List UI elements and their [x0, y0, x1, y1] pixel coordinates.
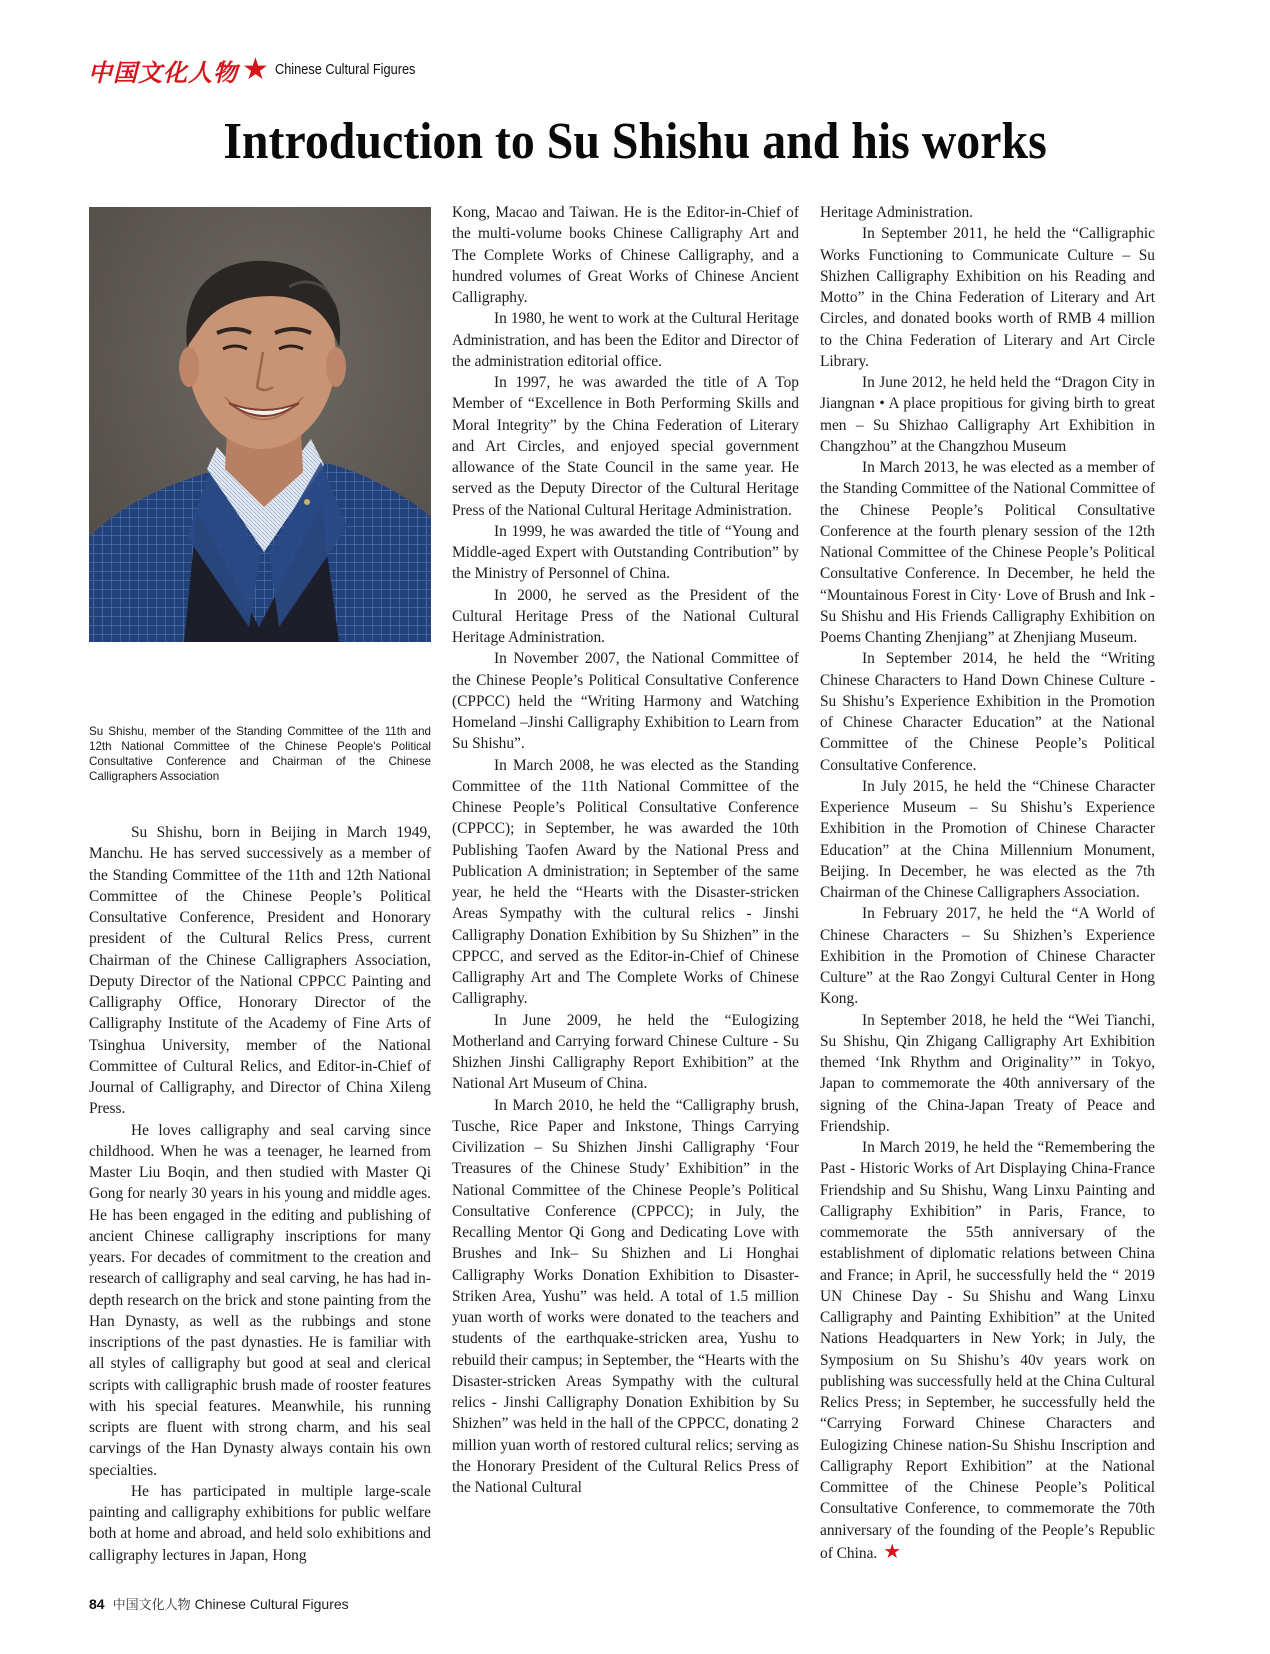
paragraph: He loves calligraphy and seal carving since childhood. When he was a teenager, he learned from Master Liu Boqin, and then studied with Master Qi Gong for nearly 30 years in his young and middle ages. He has been engaged in the editing and publishing of ancient Chinese calligraphy inscriptions for many years. For decades of commitment to the creation and research of calligraphy and seal carving, he has had in-depth research on the brick and stone painting from the Han Dynasty, as well as the rubbings and stone inscriptions of the past dynasties. He is familiar with all styles of calligraphy but good at seal and clerical scripts with calligraphic brush made of rooster features with his special features. Meanwhile, his running scripts are fluent with strong charm, and his seal carvings of the Han Dynasty always contain his own specialties. — [89, 1121, 431, 1479]
paragraph-final — [820, 1137, 1155, 1564]
paragraph: In November 2007, the National Committee of the Chinese People’s Political Consultative Conference (CPPCC) held the “Writing Harmony and Watching Homeland –Jinshi Calligraphy Exhibition to Learn from Su Shishu”. — [452, 650, 799, 753]
article-column-1 — [89, 822, 431, 1566]
article-column-3 — [820, 202, 1155, 1564]
series-name-english: Chinese Cultural Figures — [274, 62, 416, 78]
paragraph-continued: Kong, Macao and Taiwan. He is the Editor-in-Chief of the multi-volume books Chinese Calligraphy Art and The Complete Works of Chinese Calligraphy, and a hundred volumes of Great Works of Chinese Ancient Calligraphy. — [452, 204, 799, 306]
paragraph: In September 2018, he held the “Wei Tianchi, Su Shishu, Qin Zhigang Calligraphy Art Exhibition themed ‘Ink Rhythm and Originality’” in Tokyo, Japan to commemorate the 40th anniversary of the signing of the China-Japan Treaty of Peace and Friendship. — [820, 1011, 1155, 1135]
paragraph-continued: Heritage Administration. — [820, 204, 974, 221]
portrait-illustration — [89, 207, 431, 642]
paragraph: In March 2013, he was elected as a member of the Standing Committee of the National Committee of the Chinese People’s Political Consultative Conference at the fourth plenary session of the 12th National Committee of the Chinese People’s Political Consultative Conference. In December, he held the “Mountainous Forest in City· Love of Brush and Ink - Su Shishu and His Friends Calligraphy Exhibition on Poems Chanting Zhenjiang” at Zhenjiang Museum. — [820, 459, 1155, 646]
running-header — [88, 54, 434, 86]
paragraph: In June 2009, he held the “Eulogizing Motherland and Carrying forward Chinese Culture - Su Shizhen Jinshi Calligraphy Report Exhibition” at the National Art Museum of China. — [452, 1011, 799, 1093]
footer-series-english: Chinese Cultural Figures — [194, 1596, 349, 1612]
paragraph: In 1997, he was awarded the title of A Top Member of “Excellence in Both Performing Skills and Moral Integrity” by the China Federation of Literary and Art Circles, and enjoyed special government allowance of the State Council in the same year. He served as the Deputy Director of the Cultural Heritage Press of the National Cultural Heritage Administration. — [452, 374, 799, 519]
page-footer — [89, 1594, 349, 1613]
paragraph: In July 2015, he held the “Chinese Character Experience Museum – Su Shishu’s Experience Exhibition in the Promotion of Chinese Character Education” at the China Millennium Monument, Beijing. In December, he was elected as the 7th Chairman of the Chinese Calligraphers Association. — [820, 777, 1155, 901]
paragraph: In June 2012, he held held the “Dragon City in Jiangnan • A place propitious for giving birth to great men – Su Shizhao Calligraphy Art Exhibition in Changzhou” at the Changzhou Museum — [820, 374, 1155, 455]
series-name-chinese: 中国文化人物 — [88, 57, 238, 87]
page-number: 84 — [89, 1596, 105, 1612]
paragraph: In September 2014, he held the “Writing Chinese Characters to Hand Down Chinese Culture - Su Shishu’s Experience Exhibition in the Promotion of Chinese Character Education” at the National Committee of the Chinese People’s Political Consultative Conference. — [820, 650, 1155, 774]
paragraph: In 1980, he went to work at the Cultural Heritage Administration, and has been the Editor and Director of the administration editorial office. — [452, 310, 799, 370]
red-star-icon: ★ — [242, 52, 269, 87]
photo-caption: Su Shishu, member of the Standing Committee of the 11th and 12th National Committee of the Chinese People's Political Consultative Conference and Chairman of the Chinese Calligraphers Association — [89, 725, 431, 783]
paragraph: In 1999, he was awarded the title of “Young and Middle-aged Expert with Outstanding Contribution” by the Ministry of Personnel of China. — [452, 522, 799, 583]
paragraph: In September 2011, he held the “Calligraphic Works Functioning to Communicate Culture – Su Shizhen Calligraphy Exhibition on his Reading and Motto” in the China Federation of Literary and Art Circles, and donated books worth of RMB 4 million to the China Federation of Literary and Art Circle Library. — [820, 225, 1155, 370]
paragraph: Su Shishu, born in Beijing in March 1949, Manchu. He has served successively as a member of the Standing Committee of the 11th and 12th National Committee of the Chinese People’s Political Consultative Conference, President and Honorary president of the Cultural Relics Press, current Chairman of the Chinese Calligraphers Association, Deputy Director of the National CPPCC Painting and Calligraphy Office, Honorary Director of the Calligraphy Institute of the Academy of Fine Arts of Tsinghua University, member of the National Committee of Cultural Relics, and Editor-in-Chief of Journal of Calligraphy, and Director of China Xileng Press. — [89, 824, 431, 1118]
paragraph-final-text: In March 2019, he held the “Remembering the Past - Historic Works of Art Displaying China-France Friendship and Su Shishu, Wang Linxu Painting and Calligraphy Exhibition” in Paris, France, to commemorate the 55th anniversary of the establishment of diplomatic relations between China and France; in April, he successfully held the “ 2019 UN Chinese Day - Su Shishu and Wang Linxu Calligraphy and Painting Exhibition” at the United Nations Headquarters in New York; in July, the Symposium on Su Shishu’s 40v years work on publishing was successfully held at the China Cultural Relics Press; in September, he successfully held the “Carrying Forward Chinese Characters and Eulogizing Chinese nation-Su Shishu Inscription and Calligraphy Report Exhibition” at the National Committee of the Chinese People’s Political Consultative Conference, to commemorate the 70th anniversary of the founding of the People’s Republic of China. — [820, 1139, 1155, 1562]
portrait-photo — [89, 207, 431, 642]
paragraph: In February 2017, he held the “A World of Chinese Characters – Su Shizhen’s Experience Exhibition in the Promotion of Chinese Character Culture” at the Rao Zongyi Cultural Center in Hong Kong. — [820, 905, 1155, 1008]
footer-series-chinese: 中国文化人物 — [112, 1598, 191, 1613]
article-title: Introduction to Su Shishu and his works — [223, 113, 1047, 170]
article-column-2 — [452, 202, 799, 1498]
end-mark-star-icon: ★ — [883, 1538, 902, 1563]
paragraph: In March 2008, he was elected as the Standing Committee of the 11th National Committee of the Chinese People’s Political Consultative Conference (CPPCC); in September, he was awarded the 10th Publishing Taofen Award by the National Press and Publication A dministration; in September of the same year, he held the “Hearts with the Disaster-stricken Areas Sympathy with the cultural relics - Jinshi Calligraphy Donation Exhibition by Su Shizhen” in the CPPCC, and served as the Editor-in-Chief of Chinese Calligraphy Art and The Complete Works of Chinese Calligraphy. — [452, 756, 799, 1008]
paragraph: He has participated in multiple large-scale painting and calligraphy exhibitions for public welfare both at home and abroad, and held solo exhibitions and calligraphy lectures in Japan, Hong — [89, 1482, 431, 1564]
paragraph: In March 2010, he held the “Calligraphy brush, Tusche, Rice Paper and Inkstone, Things Carrying Civilization – Su Shizhen Jinshi Calligraphy ‘Four Treasures of the Chinese Study’ Exhibition” in the National Committee of the Chinese People’s Political Consultative Conference (CPPCC); in July, the Recalling Mentor Qi Gong and Dedicating Love with Brushes and Ink– Su Shizhen and Li Honghai Calligraphy Works Donation Exhibition to Disaster-Striken Area, Yushu” was held. A total of 1.5 million yuan worth of works were donated to the teachers and students of the earthquake-stricken area, Yushu to rebuild their campus; in September, the “Hearts with the Disaster-stricken Areas Sympathy with the cultural relics - Jinshi Calligraphy Donation Exhibition by Su Shizhen” was held in the hall of the CPPCC, donating 2 million yuan worth of restored cultural relics; serving as the Honorary President of the Cultural Relics Press of the National Cultural — [452, 1096, 799, 1496]
paragraph: In 2000, he served as the President of the Cultural Heritage Press of the National Cultural Heritage Administration. — [452, 586, 799, 646]
